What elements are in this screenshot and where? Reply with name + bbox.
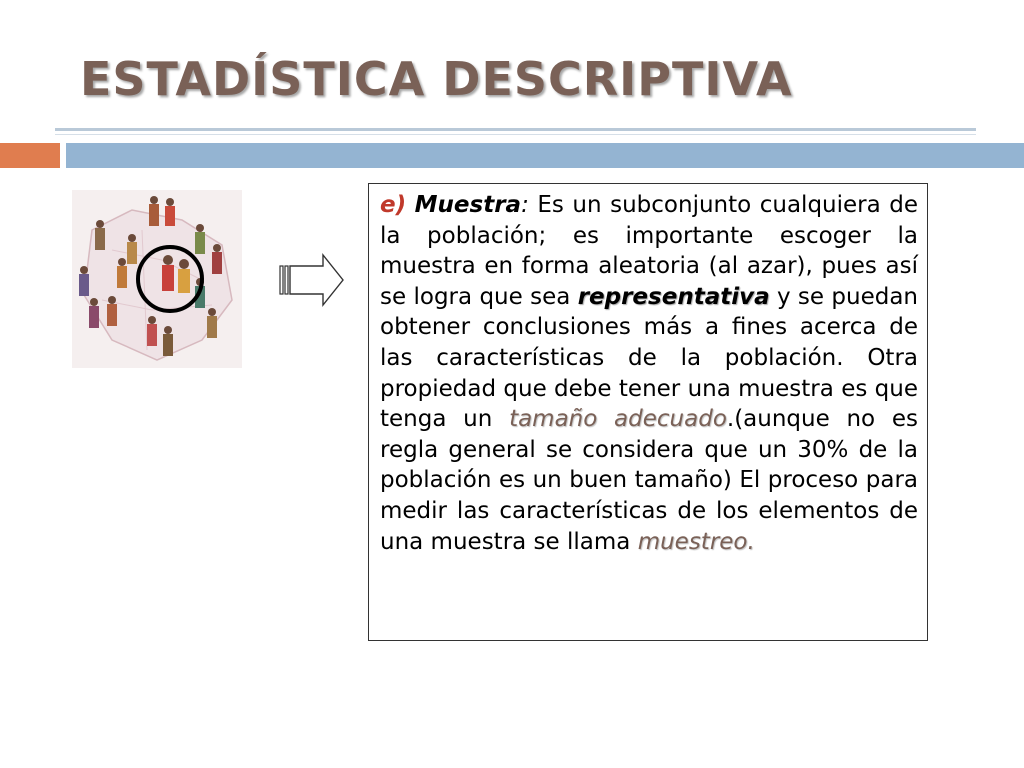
item-label: e) — [380, 192, 407, 218]
definition-paragraph — [380, 190, 918, 557]
slide-title: ESTADÍSTICA DESCRIPTIVA — [80, 52, 793, 106]
emphasis-representativa: representativa — [577, 283, 770, 310]
right-arrow-icon — [278, 252, 346, 308]
people-on-map-illustration — [72, 190, 242, 368]
title-divider — [55, 128, 976, 131]
emphasis-muestreo: muestreo. — [637, 528, 755, 555]
title-divider-thin — [55, 134, 976, 135]
definition-box — [368, 183, 928, 641]
term-colon: : — [521, 192, 529, 218]
definition-text-3: .(aunque no es regla general se considera que un 30% de la población es un buen tamaño) El proceso para medir las características de los elementos de una muestra se llama — [380, 406, 918, 555]
definition-text-2: y se puedan obtener conclusiones más a fines acerca de las características de la población. Otra propiedad que debe tener una muestra es que tenga un — [380, 283, 918, 433]
accent-bar-blue — [66, 143, 1024, 168]
emphasis-tamano-adecuado: tamaño adecuado — [509, 406, 727, 433]
accent-bar-orange — [0, 143, 60, 168]
definition-text-1: Es un subconjunto cualquiera de la población; es importante escoger la muestra en forma aleatoria (al azar), pues así se logra que sea — [380, 192, 919, 310]
term-muestra: Muestra — [414, 192, 522, 218]
